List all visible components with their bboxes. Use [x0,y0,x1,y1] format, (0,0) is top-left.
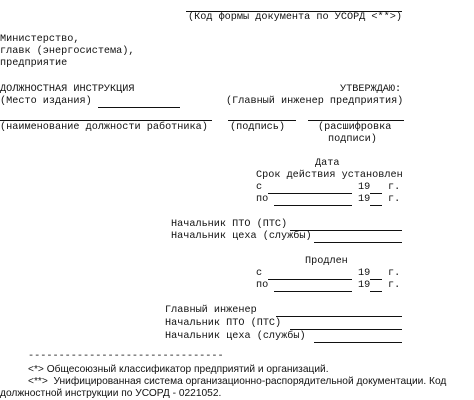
form-code-label: (Код формы документа по УСОРД <**>) [188,12,402,23]
place-field [98,107,180,108]
footnote-separator: -------------------------------- [28,351,224,362]
extension-label: Продлен [305,256,348,267]
signature-label: (подпись) [230,122,286,133]
extension-from-year-suffix: г. [388,268,401,279]
signer1-shop-head-line [314,242,402,243]
signer1-shop-head: Начальник цеха (службы) [171,231,312,242]
validity-from-label: с [256,182,263,193]
validity-to-year-suffix: г. [388,194,401,205]
signer2-pto-head: Начальник ПТО (ПТС) [165,318,282,329]
footnote-1: <*> Общесоюзный классификатор предприятий и организаций. [28,364,329,375]
approval-role: (Главный инженер предприятия) [226,96,404,107]
validity-from-date-field [268,193,352,194]
place-label: (Место издания) [0,96,92,107]
signature-line [228,120,296,121]
signer2-chief-engineer: Главный инженер [165,305,257,316]
validity-from-year-field [370,193,382,194]
extension-from-label: с [256,268,263,279]
validity-to-year-field [370,205,382,206]
validity-from-year: 19 [358,182,371,193]
signer2-chief-engineer-line [276,316,402,317]
extension-from-year-field [370,279,382,280]
instruction-title: ДОЛЖНОСТНАЯ ИНСТРУКЦИЯ [0,84,135,95]
footnote-2: <**> Унифицированная система организационно-распорядительной документации. Код [28,376,447,387]
extension-from-date-field [268,279,352,280]
signer2-shop-head-line [314,342,402,343]
signer2-pto-head-line [290,329,402,330]
date-label: Дата [315,158,340,169]
extension-to-year: 19 [358,280,371,291]
extension-to-year-field [370,291,382,292]
signer2-shop-head: Начальник цеха (службы) [165,331,306,342]
validity-to-date-field [274,205,352,206]
org-ministry: Министерство, [0,34,80,45]
footnote-2-continued: должностной инструкции по УСОРД - 0221052. [0,388,222,399]
term-label: Срок действия установлен [256,170,403,181]
transcript-label: (расшифровка [318,122,392,133]
org-enterprise: предприятие [0,58,68,69]
validity-from-year-suffix: г. [388,182,401,193]
validity-to-year: 19 [358,194,371,205]
extension-from-year: 19 [358,268,371,279]
extension-to-date-field [274,291,352,292]
transcript-label-cont: подписи) [328,134,377,145]
position-name-line [0,120,212,121]
validity-to-label: по [256,194,269,205]
signer1-pto-head: Начальник ПТО (ПТС) [171,219,288,230]
transcript-line [308,120,404,121]
org-glavk: главк (энергосистема), [0,46,135,57]
approval-title: УТВЕРЖДАЮ: [340,84,402,95]
extension-to-year-suffix: г. [388,280,401,291]
extension-to-label: по [256,280,269,291]
position-name-label: (наименование должности работника) [0,122,208,133]
